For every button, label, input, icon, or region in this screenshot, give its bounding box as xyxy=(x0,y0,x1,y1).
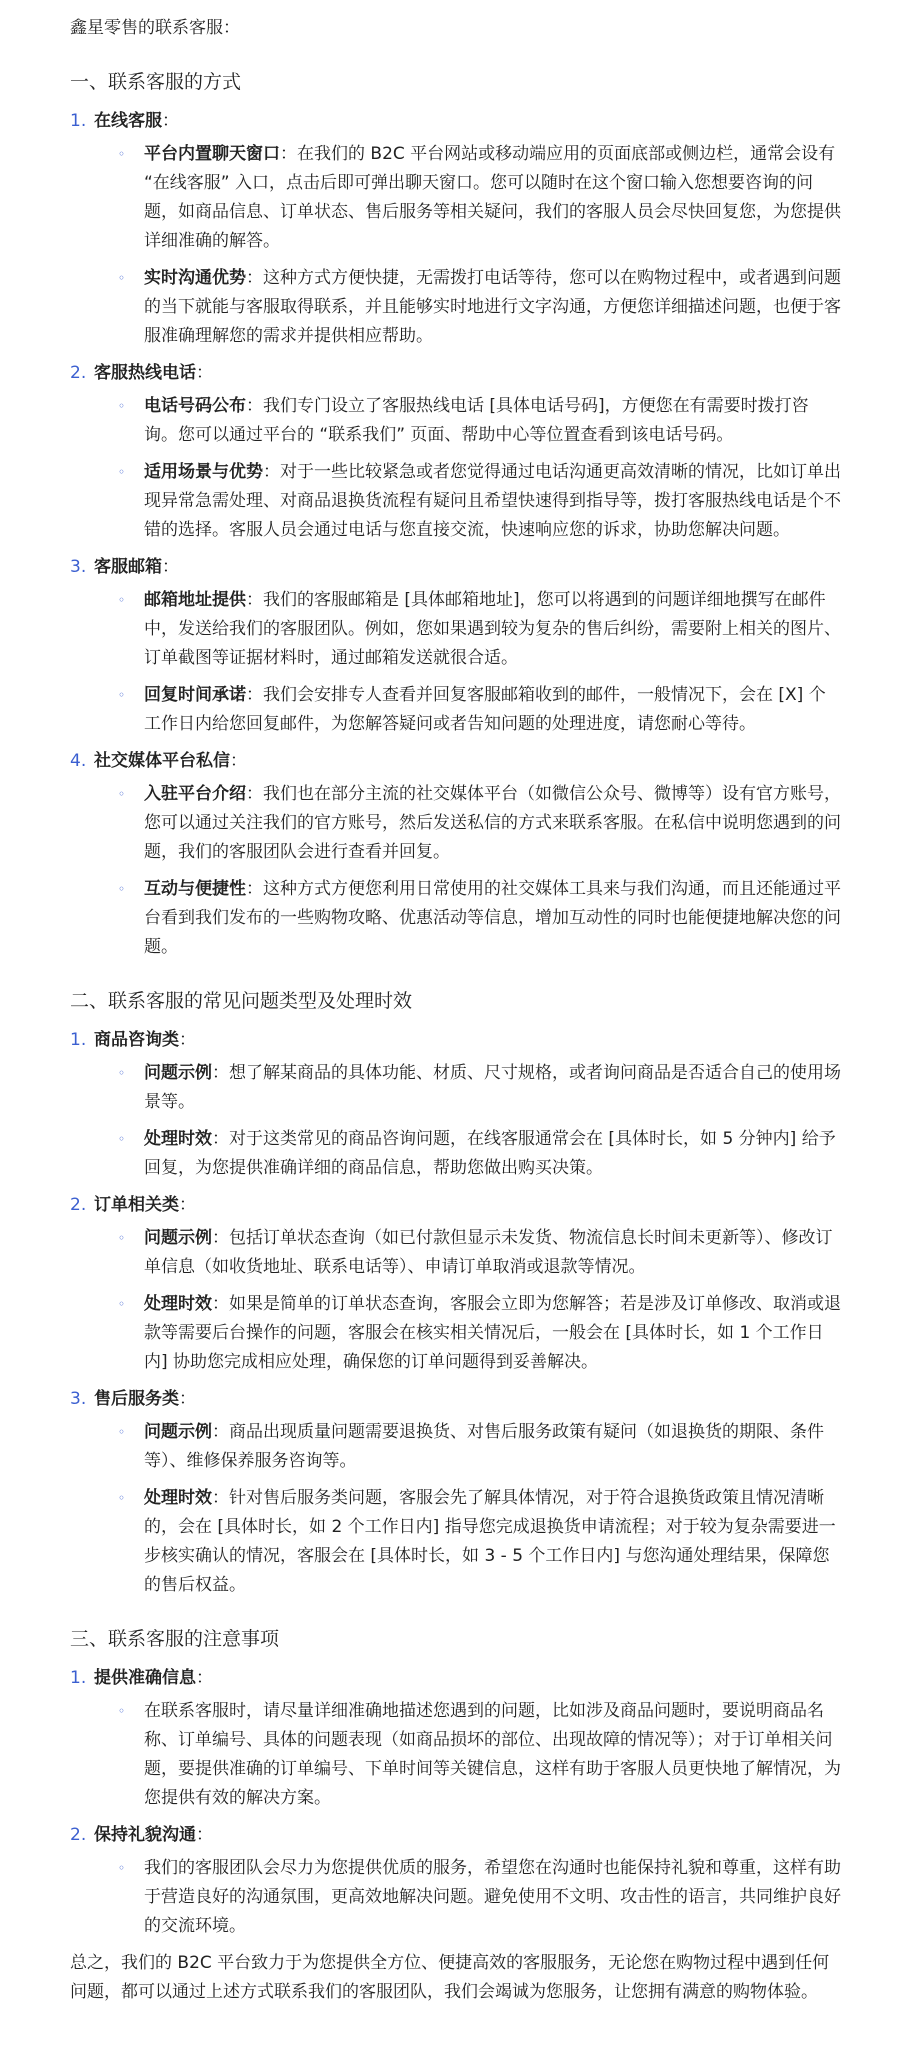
bullet-list xyxy=(94,1059,841,1183)
hollow-circle-bullet-icon: ◦ xyxy=(118,1491,126,1505)
item-heading xyxy=(94,359,841,388)
bullet-text: ：对于一些比较紧急或者您觉得通过电话沟通更高效清晰的情况，比如订单出现异常急需处理、对商品退换货流程有疑问且希望快速得到指导等，拨打客服热线电话是个不错的选择。客服人员会通过电话与您直接交流，快速响应您的诉求，协助您解决问题。 xyxy=(144,462,841,540)
numbered-item xyxy=(70,1385,841,1600)
bullet-text: ：我们专门设立了客服热线电话 [具体电话号码]，方便您在有需要时拨打咨询。您可以通过平台的 “联系我们” 页面、帮助中心等位置查看到该电话号码。 xyxy=(144,396,809,445)
list-number: 1. xyxy=(70,1030,87,1050)
item-colon: ： xyxy=(162,111,179,131)
item-colon: ： xyxy=(230,751,247,771)
hollow-circle-bullet-icon: ◦ xyxy=(118,593,126,607)
bullet-text: ：想了解某商品的具体功能、材质、尺寸规格，或者询问商品是否适合自己的使用场景等。 xyxy=(144,1063,841,1112)
item-heading xyxy=(94,1026,841,1055)
item-label: 在线客服 xyxy=(94,111,162,131)
bullet-text: ：在我们的 B2C 平台网站或移动端应用的页面底部或侧边栏，通常会设有 “在线客服” 入口，点击后即可弹出聊天窗口。您可以随时在这个窗口输入您想要咨询的问题，如商品信息、订单状态、售后服务等相关疑问，我们的客服人员会尽快回复您，为您提供详细准确的解答。 xyxy=(144,144,841,251)
list-number: 3. xyxy=(70,1389,87,1409)
item-colon: ： xyxy=(179,1030,196,1050)
hollow-circle-bullet-icon: ◦ xyxy=(118,271,126,285)
bullet-item xyxy=(118,875,841,962)
hollow-circle-bullet-icon: ◦ xyxy=(118,1231,126,1245)
bullet-item xyxy=(118,392,841,450)
list-number: 4. xyxy=(70,751,87,771)
numbered-item xyxy=(70,553,841,739)
conclusion-text: 总之，我们的 B2C 平台致力于为您提供全方位、便捷高效的客服服务，无论您在购物过程中遇到任何问题，都可以通过上述方式联系我们的客服团队，我们会竭诚为您服务，让您拥有满意的购物体验。 xyxy=(70,1953,830,2002)
bullet-heading: 入驻平台介绍 xyxy=(144,784,246,804)
bullet-list xyxy=(94,1224,841,1377)
bullet-item xyxy=(118,1418,841,1476)
bullet-item xyxy=(118,1059,841,1117)
bullet-item xyxy=(118,264,841,351)
bullet-list xyxy=(94,140,841,351)
item-heading xyxy=(94,747,841,776)
item-heading xyxy=(94,1385,841,1414)
bullet-heading: 回复时间承诺 xyxy=(144,685,246,705)
bullet-text: ：对于这类常见的商品咨询问题，在线客服通常会在 [具体时长，如 5 分钟内] 给予回复，为您提供准确详细的商品信息，帮助您做出购买决策。 xyxy=(144,1129,836,1178)
bullet-item xyxy=(118,458,841,545)
item-heading xyxy=(94,553,841,582)
numbered-item xyxy=(70,747,841,962)
bullet-heading: 问题示例 xyxy=(144,1228,212,1248)
item-label: 社交媒体平台私信 xyxy=(94,751,230,771)
item-label: 订单相关类 xyxy=(94,1195,179,1215)
bullet-item xyxy=(118,1697,841,1813)
hollow-circle-bullet-icon: ◦ xyxy=(118,1861,126,1875)
bullet-heading: 邮箱地址提供 xyxy=(144,590,246,610)
item-label: 售后服务类 xyxy=(94,1389,179,1409)
item-heading xyxy=(94,1664,841,1693)
hollow-circle-bullet-icon: ◦ xyxy=(118,399,126,413)
numbered-item xyxy=(70,1821,841,1941)
item-label: 提供准确信息 xyxy=(94,1668,196,1688)
numbered-item xyxy=(70,107,841,351)
bullet-text: ：包括订单状态查询（如已付款但显示未发货、物流信息长时间未更新等）、修改订单信息（如收货地址、联系电话等）、申请订单取消或退款等情况。 xyxy=(144,1228,833,1277)
bullet-text: ：我们的客服邮箱是 [具体邮箱地址]，您可以将遇到的问题详细地撰写在邮件中，发送给我们的客服团队。例如，您如果遇到较为复杂的售后纠纷，需要附上相关的图片、订单截图等证据材料时，通过邮箱发送就很合适。 xyxy=(144,590,841,668)
bullet-heading: 处理时效 xyxy=(144,1294,212,1314)
bullet-item xyxy=(118,1290,841,1377)
hollow-circle-bullet-icon: ◦ xyxy=(118,465,126,479)
item-label: 商品咨询类 xyxy=(94,1030,179,1050)
bullet-item xyxy=(118,1125,841,1183)
item-label: 客服邮箱 xyxy=(94,557,162,577)
bullet-list xyxy=(94,1418,841,1600)
bullet-text: ：这种方式方便您利用日常使用的社交媒体工具来与我们沟通，而且还能通过平台看到我们发布的一些购物攻略、优惠活动等信息，增加互动性的同时也能便捷地解决您的问题。 xyxy=(144,879,841,957)
hollow-circle-bullet-icon: ◦ xyxy=(118,1066,126,1080)
list-number: 2. xyxy=(70,1195,87,1215)
numbered-list xyxy=(70,107,841,962)
item-colon: ： xyxy=(196,1668,213,1688)
numbered-list xyxy=(70,1026,841,1600)
bullet-text: ：我们也在部分主流的社交媒体平台（如微信公众号、微博等）设有官方账号，您可以通过关注我们的官方账号，然后发送私信的方式来联系客服。在私信中说明您遇到的问题，我们的客服团队会进行查看并回复。 xyxy=(144,784,841,862)
bullet-list xyxy=(94,780,841,962)
bullet-item xyxy=(118,586,841,673)
list-number: 2. xyxy=(70,1825,87,1845)
bullet-text: ：我们会安排专人查看并回复客服邮箱收到的邮件，一般情况下，会在 [X] 个工作日内给您回复邮件，为您解答疑问或者告知问题的处理进度，请您耐心等待。 xyxy=(144,685,826,734)
hollow-circle-bullet-icon: ◦ xyxy=(118,1132,126,1146)
numbered-item xyxy=(70,1026,841,1183)
hollow-circle-bullet-icon: ◦ xyxy=(118,882,126,896)
hollow-circle-bullet-icon: ◦ xyxy=(118,1704,126,1718)
bullet-text: 在联系客服时，请尽量详细准确地描述您遇到的问题，比如涉及商品问题时，要说明商品名称、订单编号、具体的问题表现（如商品损坏的部位、出现故障的情况等）；对于订单相关问题，要提供准确的订单编号、下单时间等关键信息，这样有助于客服人员更快地了解情况，为您提供有效的解决方案。 xyxy=(144,1701,841,1808)
bullet-item xyxy=(118,140,841,256)
bullet-item xyxy=(118,681,841,739)
numbered-item xyxy=(70,359,841,545)
bullet-item xyxy=(118,780,841,867)
intro-text: 鑫星零售的联系客服： xyxy=(70,18,240,38)
numbered-list xyxy=(70,1664,841,1941)
bullet-item xyxy=(118,1484,841,1600)
bullet-heading: 处理时效 xyxy=(144,1129,212,1149)
bullet-heading: 实时沟通优势 xyxy=(144,268,246,288)
section-title: 三、联系客服的注意事项 xyxy=(70,1628,280,1650)
bullet-item xyxy=(118,1224,841,1282)
bullet-list xyxy=(94,586,841,739)
bullet-text: ：这种方式方便快捷，无需拨打电话等待，您可以在购物过程中，或者遇到问题的当下就能与客服取得联系，并且能够实时地进行文字沟通，方便您详细描述问题，也便于客服准确理解您的需求并提供相应帮助。 xyxy=(144,268,841,346)
hollow-circle-bullet-icon: ◦ xyxy=(118,1297,126,1311)
bullet-heading: 平台内置聊天窗口 xyxy=(144,144,280,164)
bullet-heading: 问题示例 xyxy=(144,1422,212,1442)
bullet-heading: 互动与便捷性 xyxy=(144,879,246,899)
bullet-text: ：商品出现质量问题需要退换货、对售后服务政策有疑问（如退换货的期限、条件等）、维修保养服务咨询等。 xyxy=(144,1422,824,1471)
bullet-heading: 电话号码公布 xyxy=(144,396,246,416)
item-colon: ： xyxy=(179,1195,196,1215)
list-number: 1. xyxy=(70,1668,87,1688)
item-colon: ： xyxy=(162,557,179,577)
bullet-text: ：如果是简单的订单状态查询，客服会立即为您解答；若是涉及订单修改、取消或退款等需要后台操作的问题，客服会在核实相关情况后，一般会在 [具体时长，如 1 个工作日内] 协助您完成相应处理，确保您的订单问题得到妥善解决。 xyxy=(144,1294,841,1372)
bullet-list xyxy=(94,1697,841,1813)
list-number: 3. xyxy=(70,557,87,577)
sections-container xyxy=(70,67,841,1941)
hollow-circle-bullet-icon: ◦ xyxy=(118,688,126,702)
numbered-item xyxy=(70,1664,841,1813)
item-label: 客服热线电话 xyxy=(94,363,196,383)
list-number: 2. xyxy=(70,363,87,383)
item-heading xyxy=(94,107,841,136)
item-colon: ： xyxy=(196,1825,213,1845)
bullet-heading: 处理时效 xyxy=(144,1488,212,1508)
hollow-circle-bullet-icon: ◦ xyxy=(118,787,126,801)
item-label: 保持礼貌沟通 xyxy=(94,1825,196,1845)
numbered-item xyxy=(70,1191,841,1377)
bullet-list xyxy=(94,1854,841,1941)
section-title: 二、联系客服的常见问题类型及处理时效 xyxy=(70,990,413,1012)
bullet-heading: 问题示例 xyxy=(144,1063,212,1083)
bullet-text: 我们的客服团队会尽力为您提供优质的服务，希望您在沟通时也能保持礼貌和尊重，这样有助于营造良好的沟通氛围，更高效地解决问题。避免使用不文明、攻击性的语言，共同维护良好的交流环境。 xyxy=(144,1858,841,1936)
section-title: 一、联系客服的方式 xyxy=(70,71,242,93)
item-colon: ： xyxy=(196,363,213,383)
hollow-circle-bullet-icon: ◦ xyxy=(118,1425,126,1439)
item-heading xyxy=(94,1821,841,1850)
bullet-list xyxy=(94,392,841,545)
item-colon: ： xyxy=(179,1389,196,1409)
bullet-item xyxy=(118,1854,841,1941)
hollow-circle-bullet-icon: ◦ xyxy=(118,147,126,161)
list-number: 1. xyxy=(70,111,87,131)
bullet-heading: 适用场景与优势 xyxy=(144,462,263,482)
bullet-text: ：针对售后服务类问题，客服会先了解具体情况，对于符合退换货政策且情况清晰的，会在 [具体时长，如 2 个工作日内] 指导您完成退换货申请流程；对于较为复杂需要进一步核实确认的情况，客服会在 [具体时长，如 3 - 5 个工作日内] 与您沟通处理结果，保障您的售后权益。 xyxy=(144,1488,836,1595)
item-heading xyxy=(94,1191,841,1220)
